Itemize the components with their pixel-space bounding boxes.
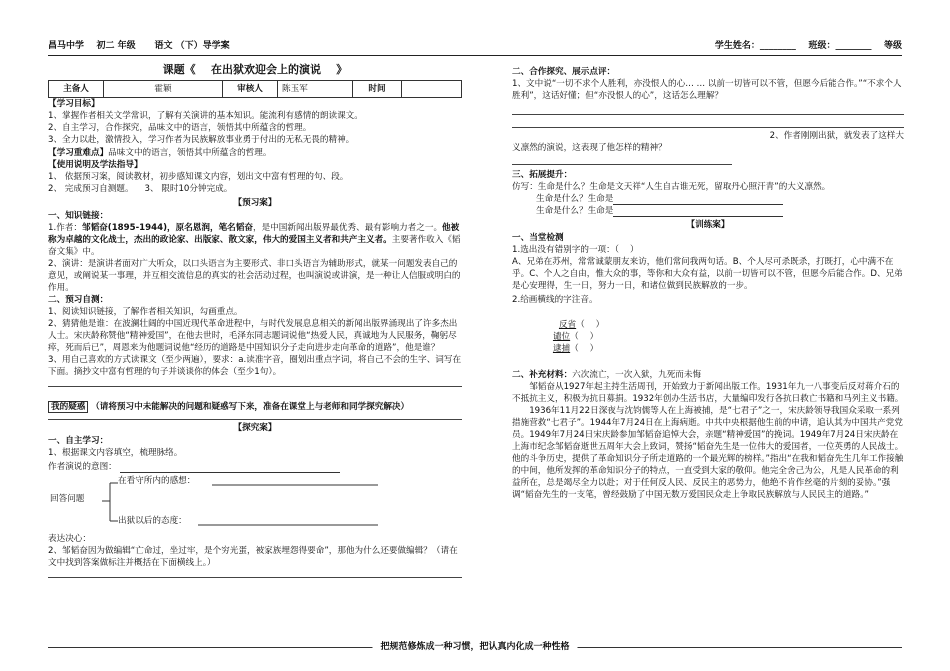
coop-title: 二、合作探究、展示点评：: [512, 67, 616, 77]
intent-label: 作者演说的意图：: [48, 462, 117, 473]
doubt-label: 我的疑惑: [48, 401, 88, 413]
imitation-example: 仿写：生命是什么？生命是文天祥“人生自古谁无死，留取丹心照汗青”的大义凛然。: [512, 182, 831, 193]
test-q1-options: A、兄弟在苏州，常常诚蒙朋友来访，他们常问我两句话。B、个人尽可杀既杀，打既打，心中满不在乎。C、个人之自由，惟大众的事，等你和大众有益，以前一切皆可以不管，但愿今后能合作。D、兄弟是心安理得，生一日，努力一日，和诸位做到民族解放的一步。: [512, 257, 903, 292]
method-item: 2、 完成预习自测题。 3、 限时10分钟完成。: [48, 183, 233, 194]
imitation-line: [512, 193, 904, 205]
author-honor: 他被称为卓越的文化战士，杰出的政论家、出版家、散文家，伟大的爱国主义者和共产主义者。: [48, 222, 460, 245]
doubt-row: [48, 401, 462, 413]
method-item: 1、 依据预习案，阅读教材，初步感知课文内容，划出文中富有哲理的句、段。: [48, 171, 349, 182]
zhubei-value: 霍颖: [104, 81, 223, 98]
answer-line[interactable]: [512, 154, 732, 165]
shijian-value[interactable]: [402, 81, 462, 98]
method-title: 【使用说明及学法指导】: [48, 159, 143, 170]
extend-title: 三、拓展提升：: [512, 170, 573, 181]
goal-item: 2、自主学习，合作探究，品味文中的语言，领悟其中所蕴含的哲理。: [48, 123, 312, 134]
resolve-label: 表达决心：: [48, 534, 91, 545]
class-test-title: 一、当堂检测: [512, 233, 564, 244]
lesson-title: 课题《 在出狱欢迎会上的演说 》: [162, 63, 348, 76]
left-column: [48, 62, 462, 578]
preview-section-title: 【预习案】: [233, 197, 277, 208]
pinyin-blank[interactable]: （ ）: [576, 319, 605, 330]
author-label: 1.作者：: [48, 222, 82, 233]
key-label: 【学习重难点】: [48, 147, 109, 158]
imitation-prompt: 生命是什么？生命是: [536, 206, 614, 217]
pinyin-blank[interactable]: （ ）: [570, 343, 599, 354]
answer-line[interactable]: [48, 378, 462, 387]
goals-title: 【学习目标】: [48, 99, 100, 110]
branch-root: 回答问题: [50, 494, 85, 505]
goal-item: 3、全力以赴，激情投入，学习作者为民族解放事业勇于付出的无私无畏的精神。: [48, 135, 355, 146]
supplement-p1: 邹韬奋从1927年起主持生活周刊，开始致力于新闻出版工作。1931年九一八事变后反对蒋介石的不抵抗主义，积极为抗日募捐。1932年创办生活书店，大量编印发行各抗日救亡书籍和马列主义书籍。: [512, 381, 904, 404]
answer-line[interactable]: [512, 102, 904, 115]
author-works: 主要著作收入《韬奋文集》中。: [48, 234, 461, 257]
self-study-item: 2、邹韬奋因为做编辑“亡命过，坐过牢，是个穷光蛋，被家族埋怨得要命”，那他为什么还要做编辑？（请在文中找到答案做标注并概括在下面横线上。）: [48, 546, 458, 569]
shijian-label: 时间: [353, 81, 402, 98]
answer-line[interactable]: [512, 115, 904, 128]
footer-motto: 把规范修炼成一种习惯，把认真内化成一种性格: [372, 641, 577, 654]
header-rule: [48, 55, 902, 56]
pinyin-blank[interactable]: （ ）: [570, 331, 599, 342]
self-test-item: 2、猜猜他是谁：在波澜壮阔的中国近现代革命进程中，与时代发展息息相关的新闻出版界涌现出了许多杰出人士。宋庆龄称赞他“精神爱国”，在他去世时，毛泽东同志题词说他“热爱人民，真诚地为人民服务，鞠躬尽瘁，死而后已”，周恩来为他题词说他“经历的道路是中国知识分子走向进步走向革命的道路”，他是谁？: [48, 318, 458, 354]
supplement-subtitle: 六次流亡，一次入狱，九死而未悔: [572, 369, 702, 380]
self-study-title: 一、自主学习：: [48, 436, 109, 447]
right-column: [512, 62, 904, 501]
self-study-item: 1、根据课文内容填空，梳理脉络。: [48, 448, 183, 459]
goal-item: 1、掌握作者相关文学常识，了解有关演讲的基本知识。能流利有感情的朗读课文。: [48, 111, 363, 122]
supplement-row: [512, 369, 904, 381]
shenhe-value: 陈玉军: [278, 81, 353, 98]
self-test-item: 3、用自己喜欢的方式读课文（至少两遍），要求：a.读准字音，圈划出重点字词，将自己不会的生字、词写在下面。摘抄文中富有哲理的句子并谈谈你的体会（至少1句）。: [48, 355, 462, 378]
imitation-line: [512, 205, 904, 217]
speech-definition: 2、演讲：是演讲者面对广大听众，以口头语言为主要形式、非口头语言为辅助形式，就某一问题发表自己的意见，或阐说某一事理，并互相交流信息的真实的社会活动过程，也叫演说或讲演，是一种让人信服或明白的作用。: [48, 258, 461, 293]
imitation-blank[interactable]: [613, 194, 783, 205]
author-intro: [48, 222, 462, 258]
spacer: [48, 387, 462, 399]
meta-table: [48, 80, 462, 98]
supplement-title: 二、补充材料：: [512, 369, 573, 380]
branch-prison-feelings: 在看守所内的感想：: [118, 476, 196, 487]
answer-tree: [48, 475, 462, 533]
word-fanxing: 反省: [558, 319, 577, 330]
doubt-text: （请将预习中未能解决的问题和疑惑写下来，准备在课堂上与老师和同学探究解决）: [91, 402, 410, 413]
word-qianwei: 谴位: [552, 331, 571, 342]
intent-row: [48, 461, 462, 473]
test-q2: 2.给画横线的字注音。: [512, 295, 598, 306]
word-daibu: 逮捕: [552, 343, 571, 354]
brace-lines: [48, 475, 462, 533]
coop-q2b: 义凛然的演说，这表现了他怎样的精神？: [512, 143, 667, 154]
coop-q1: 1、文中说“一切不求个人胜利，亦没恨人的心… … 以前一切皆可以不管，但愿今后能合作。”“不求个人胜利”，这话好懂；但“亦没恨人的心”，这话怎么理解？: [512, 79, 902, 102]
explore-section-title: 【探究案】: [233, 423, 277, 434]
knowledge-link-title: 一、知识链接：: [48, 210, 109, 221]
self-test-item: 1、阅读知识链接，了解作者相关知识，勾画重点。: [48, 306, 243, 317]
school-grade-subject: 昌马中学 初二 年级 语文 （下）导学案: [48, 41, 230, 51]
shenhe-label: 审核人: [223, 81, 278, 98]
answer-line[interactable]: [48, 569, 462, 578]
supplement-p2: 1936年11月22日深夜与沈钧儒等人在上海被捕，是“七君子”之一，宋庆龄领导我国众采取一系列措施营救“七君子”。1944年7月24日在上海病逝。中共中央根据他生前的申请，追认其为中国共产党党员。1949年7月24日宋庆龄参加邹韬奋追悼大会，亲题“精神爱国”的挽词。1949年7月24日宋庆龄在上海市纪念邹韬奋逝世五周年大会上致词，赞扬“韬奋先生是一位伟大的爱国者，一位英勇的人民战士。他的斗争历史，提供了革命知识分子所走道路的一个最光辉的榜样。”指出“在我和韬奋先生几年工作接触的中间，他所发挥的革命知识分子的特点，一直受到大家的敬仰。他完全舍己为公，凡是人民革命的利益所在，总是竭尽全力以赴；对于任何反人民、反民主的恶势力，他绝不肯作丝毫的片刻的妥协。”强调“韬奋先生的一支笔，曾经鼓励了中国无数万爱国民众走上争取民族解放与人民民主的道路。”: [512, 405, 904, 500]
test-q1: 1.选出没有错别字的一项：（ ）: [512, 245, 639, 256]
self-test-title: 二、预习自测：: [48, 294, 109, 305]
key-points: [48, 147, 462, 159]
answer-line[interactable]: [48, 413, 462, 420]
branch-after-release: 出狱以后的态度：: [118, 516, 187, 527]
page-header: [48, 40, 902, 52]
imitation-blank[interactable]: [613, 206, 783, 217]
imitation-prompt: 生命是什么？生命是: [536, 194, 614, 205]
author-desc: ，是中国新闻出版界最优秀、最有影响力者之一。: [252, 222, 443, 233]
resolve-row: [48, 533, 462, 545]
zhubei-label: 主备人: [49, 81, 104, 98]
coop-q2a: 2、作者刚刚出狱，就发表了这样大: [769, 131, 904, 142]
pinyin-row: [512, 307, 904, 367]
student-info-fields: 学生姓名：________ 班级：________ 等级: [714, 41, 902, 51]
key-text: 品味文中的语言，领悟其中所蕴含的哲理。: [108, 147, 272, 158]
author-name: 邹韬奋(1895-1944)，原名恩润，笔名韬奋: [81, 222, 253, 233]
training-section-title: 【训练案】: [686, 220, 730, 231]
intent-blank[interactable]: [120, 462, 340, 473]
